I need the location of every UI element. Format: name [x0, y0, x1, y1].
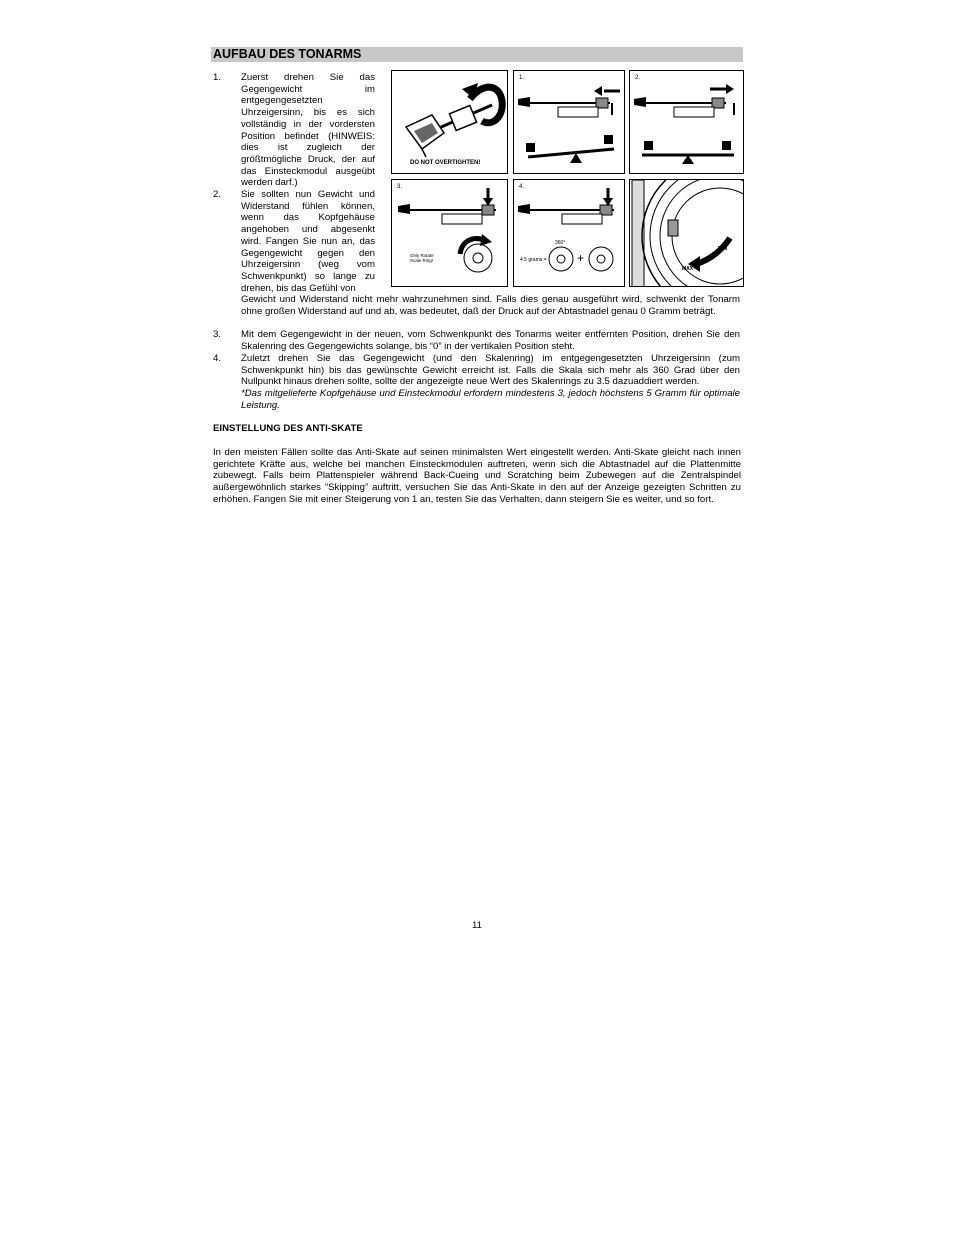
- step-4-text: Zuletzt drehen Sie das Gegengewicht (und den Skalenring) im entgegengesetzten Uhrzeigersinn (zum Schwenkpunkt hin) bis das gewünschte Gewicht erreicht ist. Falls die Skala sich mehr als 360 Grad über den Nullpunkt hinaus drehen sollte, sollte der angezeigte neue Wert des Skalenrings zu 3.5 dazuaddiert werden.: [241, 353, 740, 388]
- panel-number: 3.: [397, 184, 403, 190]
- step-text: [241, 353, 740, 412]
- rotate-instruction: [410, 253, 434, 263]
- tonearm-balance-illustration: [514, 71, 625, 174]
- page-number: 11: [472, 920, 482, 931]
- scale-ring-illustration: [392, 180, 508, 287]
- tonearm-balance-illustration: [630, 71, 744, 174]
- panel-number: 1.: [519, 75, 525, 81]
- step-number: 2.: [213, 189, 222, 200]
- figure-panel-step-4: [513, 179, 625, 287]
- figure-panel-antiskate: [629, 179, 744, 287]
- step-number: 1.: [213, 72, 222, 83]
- plus-label: +: [577, 251, 585, 265]
- only-rotate-label: Only Rotate: [410, 253, 434, 258]
- antiskate-heading: EINSTELLUNG DES ANTI-SKATE: [213, 423, 363, 434]
- min-label: MIN: [718, 246, 728, 252]
- panel-number: 2.: [635, 75, 641, 81]
- panel-number: 4.: [519, 184, 525, 190]
- scale-ring-label: Scale Ring!: [410, 258, 434, 263]
- warning-label: DO NOT OVERTIGHTEN!: [410, 160, 481, 166]
- headshell-illustration: [392, 71, 508, 174]
- step-4-note: *Das mitgelieferte Kopfgehäuse und Einsteckmodul erfordern mindestens 3, jedoch höchstens 5 Gramm für optimale Leistung.: [241, 388, 740, 411]
- figure-panel-headshell: [391, 70, 508, 174]
- step-text-wide: Gewicht und Widerstand nicht mehr wahrzunehmen sind. Falls dies genau ausgeführt wird, schwenkt der Tonarm ohne großen Widerstand auf und ab, was bedeutet, daß der Druck auf der Abtastnadel genau 0 Gramm beträgt.: [241, 294, 740, 317]
- section-header: AUFBAU DES TONARMS: [211, 47, 743, 62]
- step-text-narrow: Sie sollten nun Gewicht und Widerstand fühlen können, wenn das Kopfgehäuse angehoben und abgesenkt wird. Fangen Sie nun an, das Gegengewicht gegen den Uhrzeigersinn (weg vom Schwenkpunkt) so lange zu drehen, bis das Gefühl von: [241, 189, 375, 294]
- tonearm-figure: [391, 70, 745, 287]
- antiskate-paragraph: In den meisten Fällen sollte das Anti-Skate auf seinen minimalsten Wert eingestellt werden. Anti-Skate gleicht nach innen gerichtete Kräfte aus, welche bei manchen Einsteckmodulen auftreten, wenn sich die Abtastnadel auf die Plattenmitte zubewegt. Falls beim Plattenspieler während Back-Cueing und Scratching beim Zubewegen auf die Zentralspindel außergewöhnlich starkes “Skipping” auftritt, versuchen Sie das Anti-Skate in den auf der Anzeige gezeigten Schritten zu erhöhen. Fangen Sie mit einer Steigerung von 1 an, testen Sie das Verhalten, dann steigern Sie es weiter, und so fort.: [213, 447, 741, 505]
- step-text: Mit dem Gegengewicht in der neuen, vom Schwenkpunkt des Tonarms weiter entfernten Position, drehen Sie den Skalenring des Gegengewichts solange, bis “0” in der vertikalen Position steht.: [241, 329, 740, 352]
- figure-panel-step-1: [513, 70, 625, 174]
- degree-label: 360°: [555, 240, 566, 246]
- step-number: 4.: [213, 353, 222, 364]
- weight-setting-illustration: [514, 180, 625, 287]
- max-label: MAX: [682, 266, 694, 272]
- step-number: 3.: [213, 329, 222, 340]
- figure-panel-step-2: [629, 70, 744, 174]
- figure-panel-step-3: [391, 179, 508, 287]
- grams-label: 4.5 grams =: [520, 257, 547, 263]
- step-text: Zuerst drehen Sie das Gegengewicht im entgegengesetzten Uhrzeigersinn, bis es sich vollständig in der vordersten Position befindet (HINWEIS: dies ist zugleich der größtmögliche Druck, der auf das Einsteckmodul ausgeübt werden darf.): [241, 72, 375, 189]
